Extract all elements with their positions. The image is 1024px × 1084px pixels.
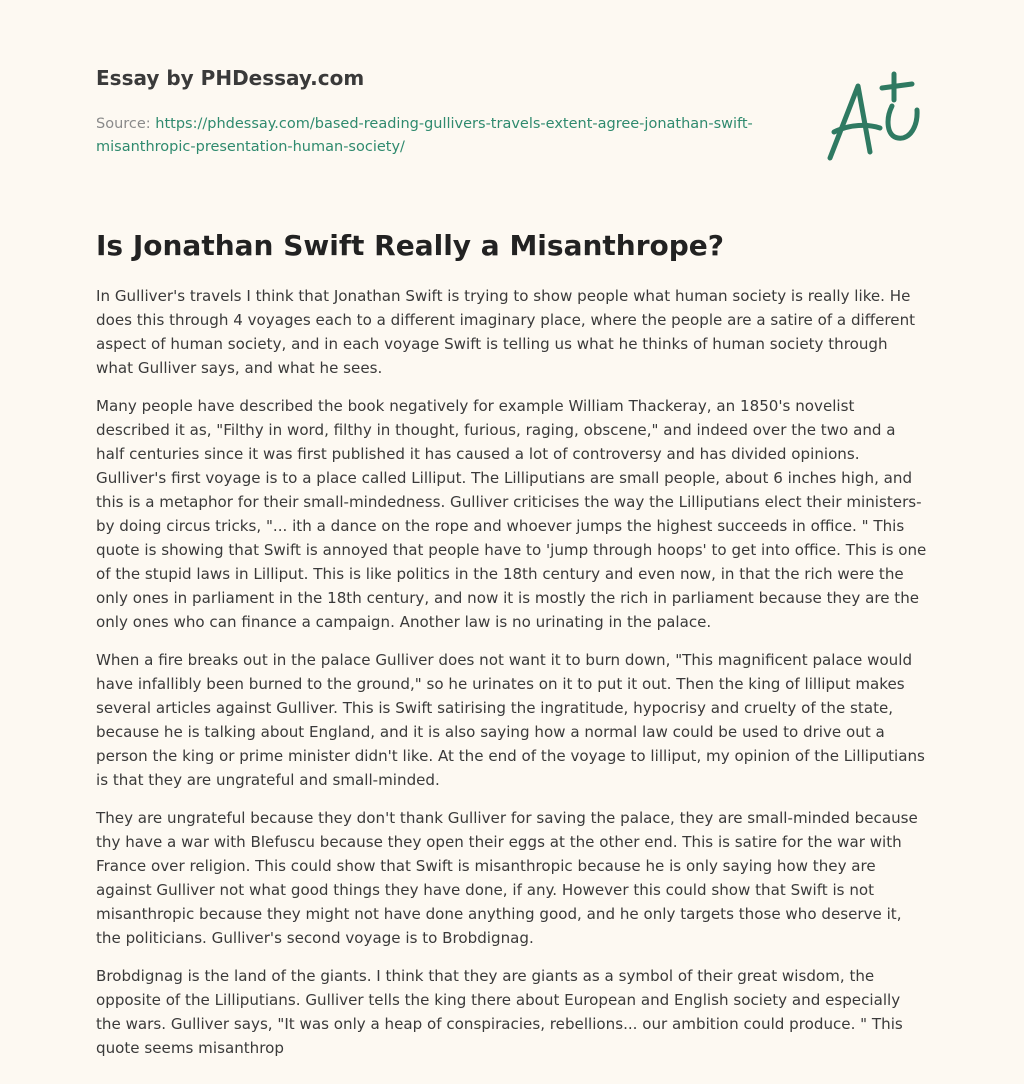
article-paragraph: They are ungrateful because they don't thank Gulliver for saving the palace, they are small-minded because thy have a war with Blefuscu because they open their eggs at the other end. This is satire for the war with France over religion. This could show that Swift is misanthropic because he is only saying how they are against Gulliver not what good things they have done, if any. However this could show that Swift is not misanthropic because they might not have done anything good, and he only targets those who deserve it, the politicians. Gulliver's second voyage is to Brobdignag. xyxy=(96,809,918,947)
site-brand: Essay by PHDessay.com xyxy=(96,66,365,90)
source-link[interactable]: https://phdessay.com/based-reading-gullivers-travels-extent-agree-jonathan-swift-misanthropic-presentation-human-society/ xyxy=(96,116,753,155)
article-paragraph: Many people have described the book negatively for example William Thackeray, an 1850's novelist described it as, "Filthy in word, filthy in thought, furious, raging, obscene," and indeed over the two and a half centuries since it was first published it has caused a lot of controversy and has divided opinions. Gulliver's first voyage is to a place called Lilliput. The Lilliputians are small people, about 6 inches high, and this is a metaphor for their small-mindedness. Gulliver criticises the way the Lilliputians elect their ministers- by doing circus tricks, "... ith a dance on the rope and whoever jumps the highest succeeds in office. " This quote is showing that Swift is annoyed that people have to 'jump through hoops' to get into office. This is one of the stupid laws in Lilliput. This is like politics in the 18th century and even now, in that the rich were the only ones in parliament in the 18th century, and now it is mostly the rich in parliament because they are the only ones who can finance a campaign. Another law is no urinating in the palace. xyxy=(96,397,927,631)
article-paragraph: In Gulliver's travels I think that Jonathan Swift is trying to show people what human society is really like. He does this through 4 voyages each to a different imaginary place, where the people are a satire of a different aspect of human society, and in each voyage Swift is telling us what he thinks of human society through what Gulliver says, and what he sees. xyxy=(96,287,916,377)
article-paragraph: When a fire breaks out in the palace Gulliver does not want it to burn down, "This magnificent palace would have infallibly been burned to the ground," so he urinates on it to put it out. Then the king of lilliput makes several articles against Gulliver. This is Swift satirising the ingratitude, hypocrisy and cruelty of the state, because he is talking about England, and it is also saying how a normal law could be used to drive out a person the king or prime minister didn't like. At the end of the voyage to lilliput, my opinion of the Lilliputians is that they are ungrateful and small-minded. xyxy=(96,651,925,789)
source-label: Source: xyxy=(96,116,156,132)
article-title: Is Jonathan Swift Really a Misanthrope? xyxy=(96,229,725,262)
a-plus-grade-icon xyxy=(820,66,930,166)
source-line xyxy=(96,113,756,159)
page-header xyxy=(96,62,796,159)
article-body xyxy=(96,284,928,1074)
article-paragraph: Brobdignag is the land of the giants. I think that they are giants as a symbol of their great wisdom, the opposite of the Lilliputians. Gulliver tells the king there about European and English society and especially the wars. Gulliver says, "It was only a heap of conspiracies, rebellions... our ambition could produce. " This quote seems misanthrop xyxy=(96,967,903,1057)
